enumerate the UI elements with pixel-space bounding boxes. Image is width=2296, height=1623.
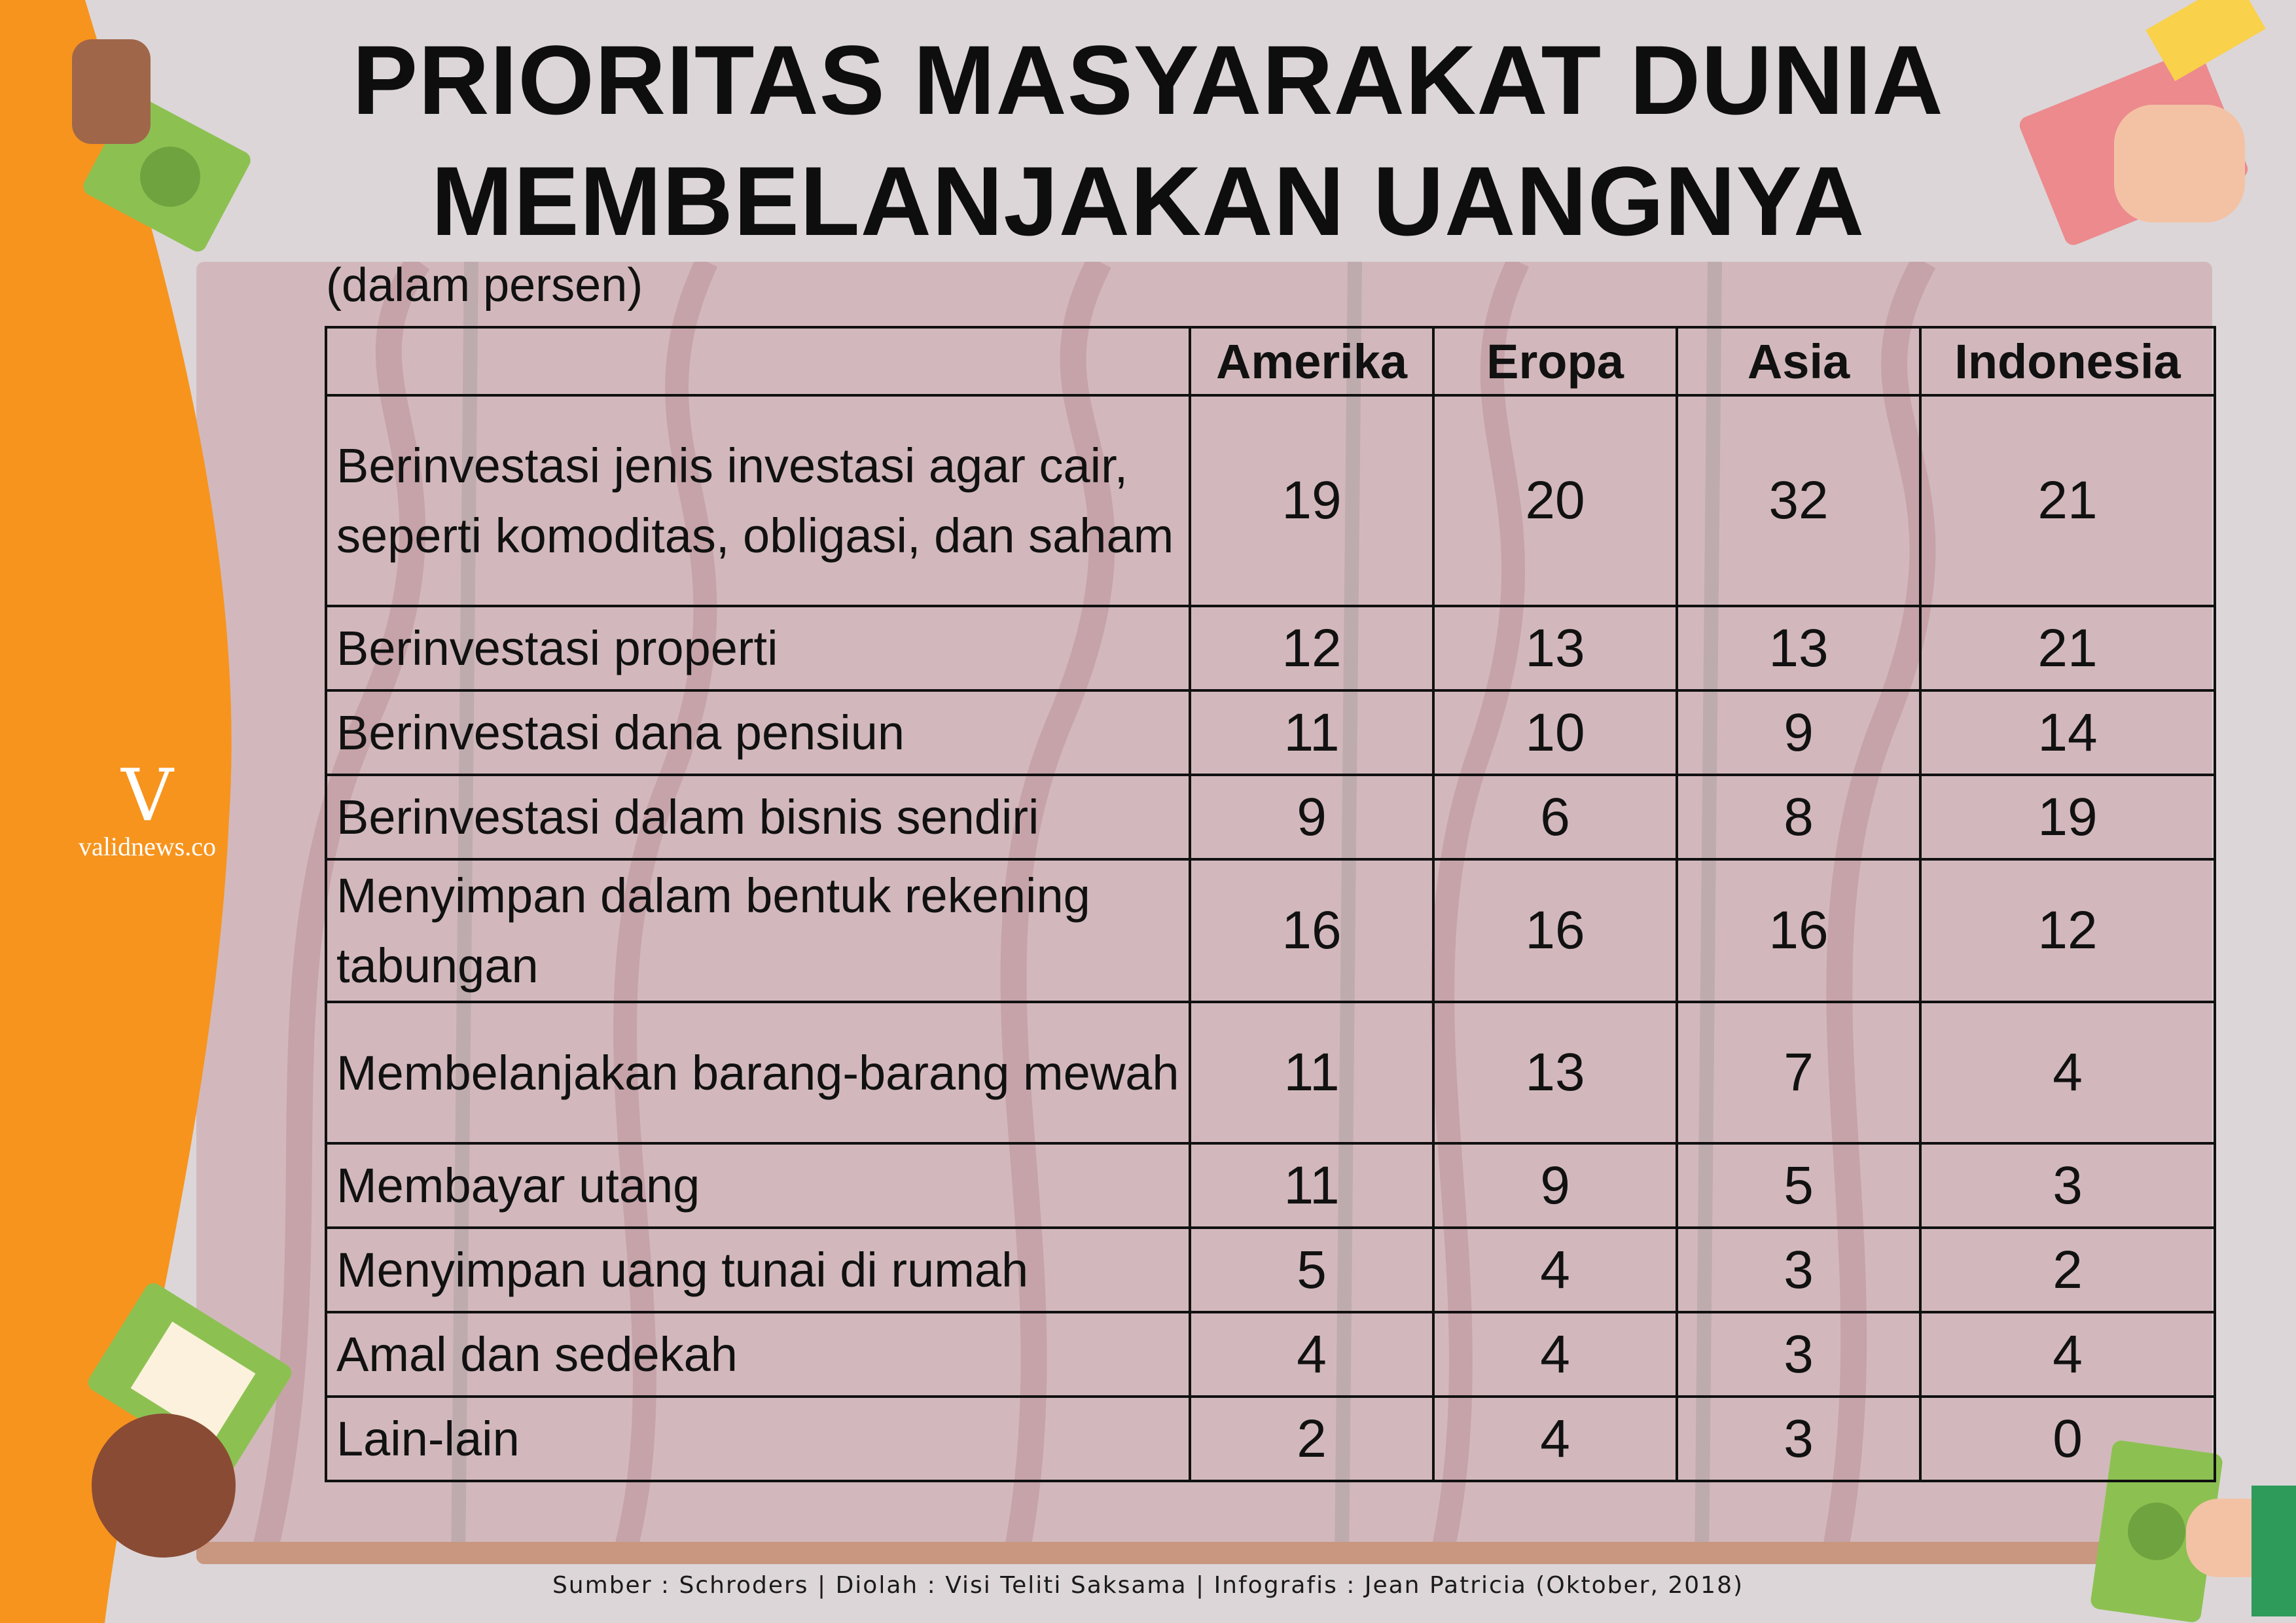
- row-label: Berinvestasi dalam bisnis sendiri: [326, 775, 1190, 859]
- table-row: [326, 775, 2215, 859]
- cell-value: 11: [1190, 1143, 1433, 1228]
- title-line-1: PRIORITAS MASYARAKAT DUNIA: [352, 25, 1944, 135]
- table-row: [326, 690, 2215, 775]
- header-empty-cell: [326, 327, 1190, 395]
- data-table: [325, 326, 2216, 1482]
- table-row: [326, 1143, 2215, 1228]
- cell-value: 16: [1190, 859, 1433, 1002]
- cell-value: 13: [1433, 606, 1677, 690]
- cell-value: 0: [1920, 1397, 2215, 1481]
- table-row: [326, 1397, 2215, 1481]
- table-row: [326, 395, 2215, 606]
- title-line-2: MEMBELANJAKAN UANGNYA: [431, 146, 1865, 256]
- cell-value: 9: [1677, 690, 1920, 775]
- row-label: Membelanjakan barang-barang mewah: [326, 1002, 1190, 1143]
- validnews-logo: [72, 753, 223, 862]
- table-row: [326, 606, 2215, 690]
- row-label: Menyimpan uang tunai di rumah: [326, 1228, 1190, 1312]
- cell-value: 12: [1190, 606, 1433, 690]
- cell-value: 14: [1920, 690, 2215, 775]
- cell-value: 3: [1677, 1397, 1920, 1481]
- cell-value: 9: [1190, 775, 1433, 859]
- cell-value: 9: [1433, 1143, 1677, 1228]
- cell-value: 4: [1920, 1002, 2215, 1143]
- row-label: Membayar utang: [326, 1143, 1190, 1228]
- cell-value: 4: [1433, 1397, 1677, 1481]
- cell-value: 11: [1190, 690, 1433, 775]
- column-header: Indonesia: [1920, 327, 2215, 395]
- unit-note: (dalam persen): [326, 259, 643, 312]
- cell-value: 32: [1677, 395, 1920, 606]
- table-header-row: [326, 327, 2215, 395]
- cell-value: 5: [1190, 1228, 1433, 1312]
- row-label: Lain-lain: [326, 1397, 1190, 1481]
- page-title: [0, 20, 2296, 262]
- cell-value: 13: [1433, 1002, 1677, 1143]
- cell-value: 8: [1677, 775, 1920, 859]
- table-row: [326, 859, 2215, 1002]
- table-row: [326, 1002, 2215, 1143]
- table-row: [326, 1228, 2215, 1312]
- column-header: Asia: [1677, 327, 1920, 395]
- cell-value: 21: [1920, 606, 2215, 690]
- cell-value: 19: [1920, 775, 2215, 859]
- cell-value: 4: [1433, 1312, 1677, 1397]
- row-label: Amal dan sedekah: [326, 1312, 1190, 1397]
- cell-value: 4: [1433, 1228, 1677, 1312]
- cell-value: 2: [1920, 1228, 2215, 1312]
- row-label: Berinvestasi jenis investasi agar cair, seperti komoditas, obligasi, dan saham: [326, 395, 1190, 606]
- cell-value: 7: [1677, 1002, 1920, 1143]
- row-label: Menyimpan dalam bentuk rekening tabungan: [326, 859, 1190, 1002]
- cell-value: 16: [1433, 859, 1677, 1002]
- cell-value: 2: [1190, 1397, 1433, 1481]
- cell-value: 19: [1190, 395, 1433, 606]
- column-header: Amerika: [1190, 327, 1433, 395]
- cell-value: 21: [1920, 395, 2215, 606]
- cell-value: 6: [1433, 775, 1677, 859]
- column-header: Eropa: [1433, 327, 1677, 395]
- cell-value: 11: [1190, 1002, 1433, 1143]
- cell-value: 16: [1677, 859, 1920, 1002]
- cell-value: 3: [1920, 1143, 2215, 1228]
- cell-value: 20: [1433, 395, 1677, 606]
- cell-value: 4: [1920, 1312, 2215, 1397]
- source-credit: Sumber : Schroders | Diolah : Visi Teliti Saksama | Infografis : Jean Patricia (Oktober, 2018): [552, 1572, 1744, 1599]
- cell-value: 10: [1433, 690, 1677, 775]
- cell-value: 5: [1677, 1143, 1920, 1228]
- row-label: Berinvestasi dana pensiun: [326, 690, 1190, 775]
- money-hand-bottom-left-icon: [65, 1276, 340, 1623]
- cell-value: 13: [1677, 606, 1920, 690]
- logo-text: validnews.co: [79, 832, 216, 861]
- row-label: Berinvestasi properti: [326, 606, 1190, 690]
- cell-value: 3: [1677, 1228, 1920, 1312]
- cell-value: 4: [1190, 1312, 1433, 1397]
- cell-value: 3: [1677, 1312, 1920, 1397]
- logo-mark: V: [121, 753, 173, 837]
- cell-value: 12: [1920, 859, 2215, 1002]
- table-row: [326, 1312, 2215, 1397]
